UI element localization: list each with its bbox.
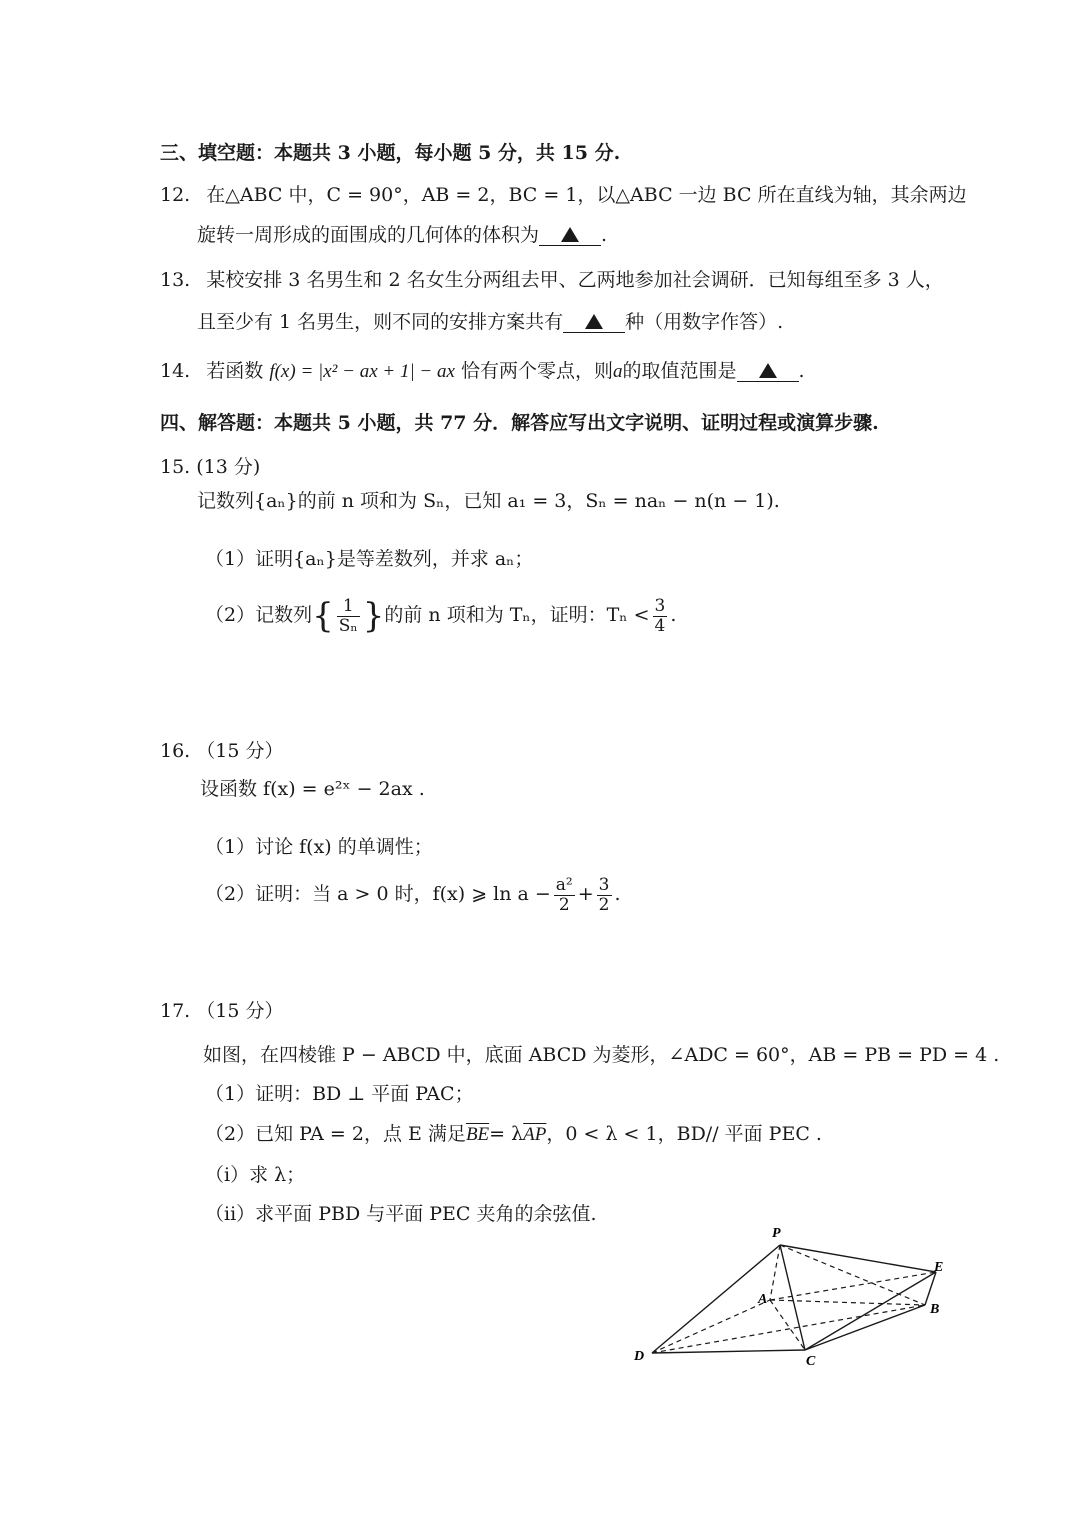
edge-pe [780,1245,936,1272]
q16-score: （15 分） [196,740,284,762]
q16-part1: （1）讨论 f(x) 的单调性； [205,836,433,858]
edge-da [652,1300,770,1353]
q15-part2-mid: 的前 n 项和为 Tₙ，证明：Tₙ < [384,604,650,626]
q16-part2-pre: （2）证明：当 a > 0 时，f(x) ⩾ ln a − [205,883,551,906]
q13-line1 [160,265,944,292]
triangle-placeholder-icon [759,363,777,378]
section-3-heading: 三、填空题：本题共 3 小题，每小题 5 分，共 15 分. [160,142,621,164]
q17-part2-eq: = λ [489,1123,524,1145]
q16-fraction-a2-2: $\frac{\text{a²}}{2}$ [555,875,573,915]
label-c: C [806,1354,816,1369]
label-d: D [634,1349,645,1364]
vector-be: $\overline{BE}$ [465,1124,490,1145]
q16-part2 [205,876,621,914]
q17-part2-post: ，0 < λ < 1，BD// 平面 PEC . [546,1123,822,1145]
q13-number: 13. [160,269,191,291]
q17-header [160,996,283,1023]
q12-text-2: 旋转一周形成的面围成的几何体的体积为 [197,224,540,246]
q14-var-a: a [612,361,623,382]
q14-text-pre: 若函数 [206,360,264,382]
q16-plus: + [577,883,594,906]
q14-number: 14. [160,360,191,382]
q15-fraction-3-4: $\frac{3}{4}$ [654,595,666,636]
q14-text-mid: 恰有两个零点，则 [460,360,613,382]
edge-db [652,1305,925,1353]
q14-tail: . [798,360,805,382]
edge-ae [770,1272,936,1300]
q13-tail: 种（用数字作答）. [625,311,784,333]
q17-part-i: （i）求 λ； [205,1164,306,1186]
q17-number: 17. [160,1000,191,1022]
q12-line1 [160,180,967,207]
q13-text-1: 某校安排 3 名男生和 2 名女生分两组去甲、乙两地参加社会调研．已知每组至多 3 人， [206,269,944,291]
label-p: P [772,1226,781,1241]
edge-pb [780,1245,925,1305]
vector-ap: $\overline{AP}$ [523,1124,547,1145]
pyramid-figure [620,1215,960,1375]
edge-cb [805,1305,925,1350]
q17-score: （15 分） [196,1000,284,1022]
q12-text-1: 在△ABC 中，C = 90°，AB = 2，BC = 1，以△ABC 一边 BC 所在直线为轴，其余两边 [206,184,967,206]
q15-stem: 记数列{aₙ}的前 n 项和为 Sₙ，已知 a₁ = 3，Sₙ = naₙ − n(n − 1). [197,490,780,512]
q12-tail: . [601,224,608,246]
left-brace: { [312,596,334,636]
label-a: A [758,1292,768,1307]
q17-part1: （1）证明：BD ⊥ 平面 PAC； [205,1083,474,1105]
label-b: B [930,1302,940,1317]
label-e: E [934,1260,944,1275]
q17-stem: 如图，在四棱锥 P − ABCD 中，底面 ABCD 为菱形，∠ADC = 60°，AB = PB = PD = 4 . [203,1044,1000,1066]
triangle-placeholder-icon [561,227,579,242]
q13-text-2: 且至少有 1 名男生，则不同的安排方案共有 [197,311,564,333]
q16-header [160,736,283,763]
q14-function-expr: f(x) = |x² − ax + 1| − ax [269,361,455,382]
q14-answer-blank[interactable] [737,362,799,382]
section-4-heading: 四、解答题：本题共 5 小题，共 77 分．解答应写出文字说明、证明过程或演算步骤. [160,412,879,434]
q12-number: 12. [160,184,191,206]
q14-text-post: 的取值范围是 [622,360,737,382]
edge-dc [652,1350,805,1353]
q16-number: 16. [160,740,191,762]
triangle-placeholder-icon [585,314,603,329]
q15-header [160,452,260,479]
q17-part2 [205,1119,822,1146]
q13-line2 [197,307,783,334]
q15-part2-pre: （2）记数列 [205,604,313,626]
q12-line2 [197,220,607,247]
q17-part2-pre: （2）已知 PA = 2，点 E 满足 [205,1123,466,1145]
q15-number: 15. [160,456,191,478]
q15-part2-tail: . [670,604,677,626]
edge-ce [805,1272,936,1350]
q14-line [160,356,805,383]
q13-answer-blank[interactable] [563,313,625,333]
q15-fraction-1-over-sn: $\frac{1}{\text{Sₙ}}$ [338,595,358,636]
q16-part2-tail: . [614,883,621,906]
q12-answer-blank[interactable] [539,226,601,246]
edge-pa [770,1245,780,1300]
q15-score: (13 分) [196,456,261,478]
q17-part-ii: （ii）求平面 PBD 与平面 PEC 夹角的余弦值. [205,1203,597,1225]
q16-fraction-3-2: $\frac{3}{2}$ [598,875,610,915]
q15-part1: （1）证明{aₙ}是等差数列，并求 aₙ； [205,548,534,570]
right-brace: } [362,596,385,636]
q15-part2 [205,596,676,636]
q16-stem: 设函数 f(x) = e²ˣ − 2ax . [200,778,425,800]
